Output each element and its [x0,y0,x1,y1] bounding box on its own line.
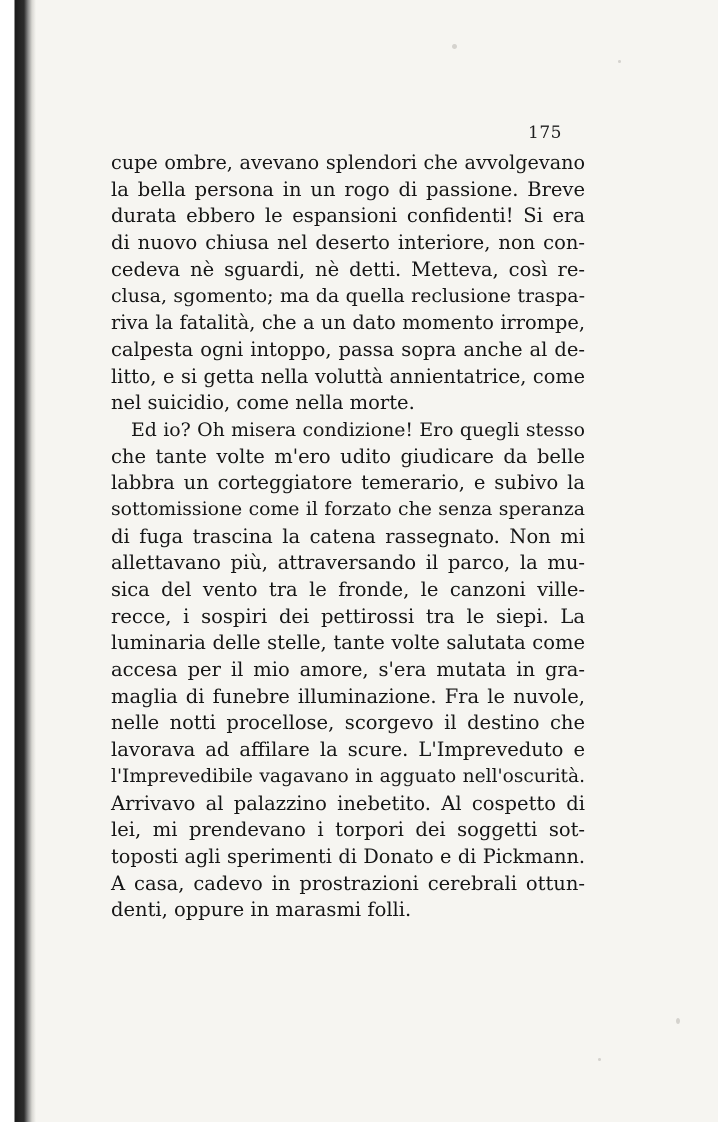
paper-speck [676,1018,680,1024]
text-line: riva la fatalità, che a un dato momento irrompe, [111,311,585,335]
text-line: cedeva nè sguardi, nè detti. Metteva, così re- [111,257,585,281]
text-line: durata ebbero le espansioni confidenti! Si era [111,204,585,228]
text-line: labbra un corteggiatore temerario, e subivo la [111,471,585,495]
text-line: che tante volte m'ero udito giudicare da belle [111,444,585,468]
text-line: sica del vento tra le fronde, le canzoni ville- [111,578,585,601]
text-line: allettavano più, attraversando il parco, la mu- [111,551,585,575]
text-line: litto, e si getta nella voluttà annientatrice, come [111,364,585,388]
text-line: lei, mi prendevano i torpori dei soggetti sot- [111,818,585,842]
paragraph [111,150,585,417]
text-line: nel suicidio, come nella morte. [111,391,415,415]
text-line: lavorava ad affilare la scure. L'Impreveduto e [111,738,585,762]
text-line: A casa, cadevo in prostrazioni cerebrali ottun- [111,871,585,895]
text-line: di nuovo chiusa nel deserto interiore, non con- [111,231,585,255]
text-line: luminaria delle stelle, tante volte salutata come [111,631,585,655]
paper-speck [598,1058,601,1061]
text-line: clusa, sgomento; ma da quella reclusione traspa- [111,285,585,308]
text-line: denti, oppure in marasmi folli. [111,898,412,922]
text-line: accesa per il mio amore, s'era mutata in gra- [111,658,585,682]
binding-edge [0,0,36,1122]
text-line: Ed io? Oh misera condizione! Ero quegli stesso [131,418,585,441]
text-line: Arrivavo al palazzino inebetito. Al cospetto di [111,791,585,815]
text-line: cupe ombre, avevano splendori che avvolgevano [111,151,585,174]
text-line: recce, i sospiri dei pettirossi tra le siepi. La [111,604,585,628]
page-number: 175 [528,123,562,143]
body-text [111,150,585,924]
text-line: maglia di funebre illuminazione. Fra le nuvole, [111,684,585,708]
paper-speck [618,60,621,63]
paper-speck [452,44,457,49]
text-line: sottomissione come il forzato che senza speranza [111,498,585,520]
text-line: calpesta ogni intoppo, passa sopra anche al de- [111,337,585,361]
text-line: la bella persona in un rogo di passione. Breve [111,177,585,201]
text-line: di fuga trascina la catena rassegnato. Non mi [111,524,585,548]
text-line: l'Imprevedibile vagavano in agguato nell'oscurità. [111,765,585,787]
paragraph [111,417,585,924]
text-line: toposti agli sperimenti di Donato e di Pickmann. [111,844,585,868]
text-line: nelle notti procellose, scorgevo il destino che [111,711,585,735]
